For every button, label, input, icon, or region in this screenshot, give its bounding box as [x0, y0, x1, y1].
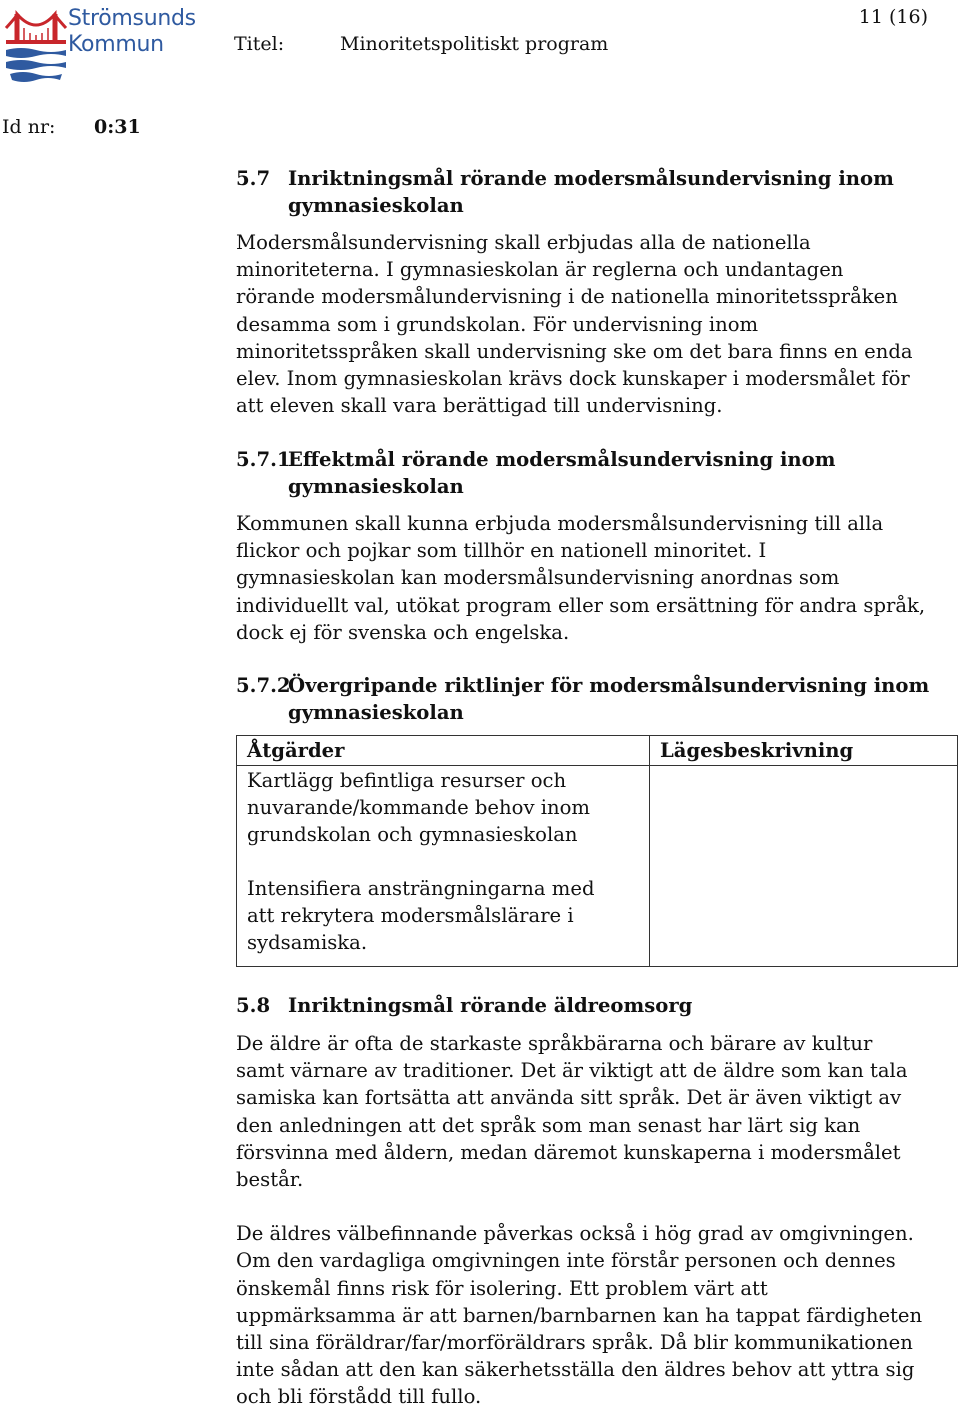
section-number: 5.7: [236, 167, 271, 190]
section-heading-5-7-1: [236, 447, 936, 500]
column-header-status: Lägesbeskrivning: [650, 736, 958, 766]
section-title: Inriktningsmål rörande modersmålsundervisning inom gymnasieskolan: [288, 167, 894, 217]
section-title: Inriktningsmål rörande äldreomsorg: [288, 994, 693, 1017]
actions-cell: [237, 766, 650, 967]
section-body-5-8: [236, 1030, 926, 1411]
table-row: [237, 766, 958, 967]
paragraph: Modersmålsundervisning skall erbjudas alla de nationella minoriteterna. I gymnasieskolan är reglerna och undantagen rörande modersmålundervisning i de nationella minoritetsspråken desamma som i grundskolan. För undervisning inom minoritetsspråken skall undervisning ske om det bara finns en enda elev. Inom gymnasieskolan krävs dock kunskaper i modersmålet för att eleven skall vara berättigad till undervisning.: [236, 231, 913, 418]
id-label: Id nr:: [2, 116, 56, 138]
section-number: 5.8: [236, 994, 271, 1017]
section-number: 5.7.1: [236, 448, 291, 471]
document-title: Minoritetspolitiskt program: [340, 33, 609, 55]
section-number: 5.7.2: [236, 674, 291, 697]
section-body-5-7: [236, 229, 926, 419]
id-row: [2, 116, 141, 138]
logo-line-1: Strömsunds: [68, 6, 196, 31]
table-header-row: [237, 736, 958, 766]
section-title: Övergripande riktlinjer för modersmålsundervisning inom gymnasieskolan: [288, 674, 930, 724]
section-heading-5-7-2: [236, 673, 936, 726]
section-body-5-7-1: [236, 510, 926, 646]
status-cell: [650, 766, 958, 967]
logo-wordmark: [68, 6, 196, 58]
section-heading-5-8: [236, 993, 936, 1020]
column-header-actions: Åtgärder: [237, 736, 650, 766]
page-number: 11 (16): [858, 6, 928, 28]
paragraph: Kommunen skall kunna erbjuda modersmålsundervisning till alla flickor och pojkar som tillhör en nationell minoritet. I gymnasieskolan kan modersmålsundervisning anordnas som individuellt val, utökat program eller som ersättning för andra språk, dock ej för svenska och engelska.: [236, 512, 926, 644]
paragraph: De äldre är ofta de starkaste språkbärarna och bärare av kultur samt värnare av traditioner. Det är viktigt att de äldre som kan tala samiska kan fortsätta att använda sitt språk. Det är även viktigt av den anledningen att det språk som man senast har lärt sig kan försvinna med åldern, medan däremot kunskaperna i modersmålet består.: [236, 1032, 908, 1192]
logo-line-2: Kommun: [68, 32, 164, 57]
action-item: Intensifiera ansträngningarna med att rekrytera modersmålslärare i sydsamiska.: [247, 877, 595, 954]
section-title: Effektmål rörande modersmålsundervisning inom gymnasieskolan: [288, 448, 836, 498]
paragraph: De äldres välbefinnande påverkas också i hög grad av omgivningen. Om den vardagliga omgivningen inte förstår personen och dennes önskemål finns risk för isolering. Ett problem värt att uppmärksamma är att barnen/barnbarnen kan ha tappat färdigheten till sina föräldrar/far/morföräldrars språk. Då blir kommunikationen inte sådan att den kan säkerhetsställa den äldres behov att yttra sig och bli förstådd till fullo.: [236, 1222, 923, 1409]
actions-table: [236, 735, 958, 967]
title-label: Titel:: [234, 33, 285, 55]
id-value: 0:31: [94, 116, 141, 138]
municipality-logo: [4, 6, 68, 86]
section-heading-5-7: [236, 166, 936, 219]
action-item: Kartlägg befintliga resurser och nuvarande/kommande behov inom grundskolan och gymnasieskolan: [247, 769, 591, 846]
